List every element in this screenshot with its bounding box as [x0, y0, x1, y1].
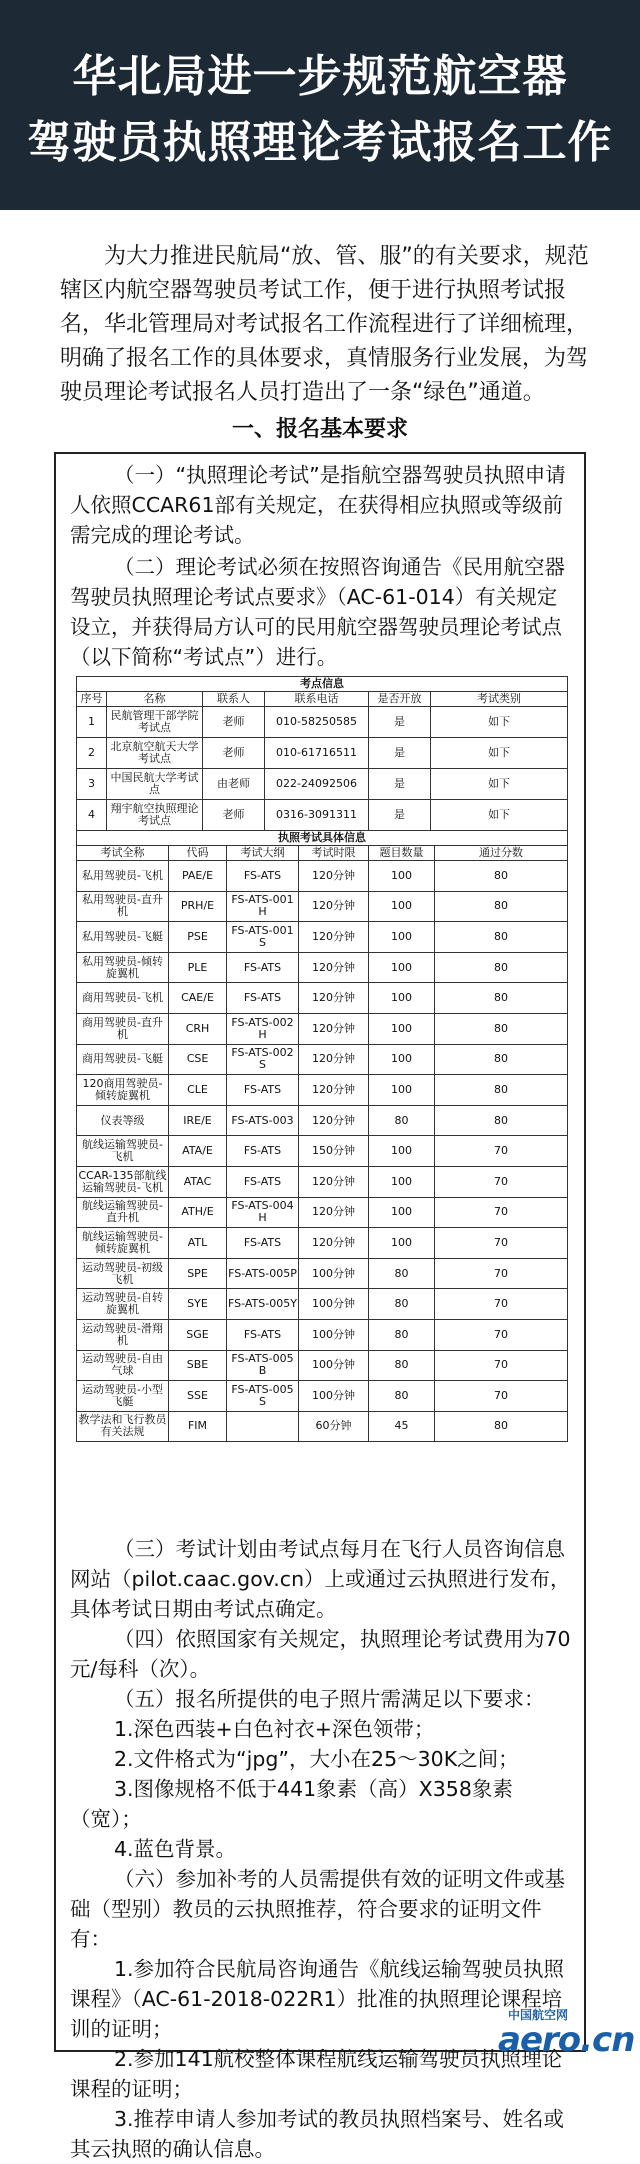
- sites-header-cell: 联系电话: [265, 692, 369, 707]
- sites-cell: 是: [369, 738, 431, 769]
- sites-caption: 考点信息: [77, 677, 568, 692]
- table-row: [77, 1013, 568, 1044]
- lower-text: [70, 1534, 576, 2164]
- exams-cell: FS-ATS: [227, 861, 299, 892]
- exams-cell: 私用驾驶员-直升机: [77, 891, 169, 922]
- exams-cell: 120分钟: [299, 1197, 369, 1228]
- exams-cell: 80: [435, 1411, 568, 1442]
- exams-cell: 120分钟: [299, 1044, 369, 1075]
- sites-cell: 老师: [203, 738, 265, 769]
- exams-cell: 120分钟: [299, 922, 369, 953]
- exams-cell: 80: [435, 1013, 568, 1044]
- exams-cell: CRH: [169, 1013, 227, 1044]
- list-item: 2.参加141航校整体课程航线运输驾驶员执照理论课程的证明；: [70, 2047, 563, 2101]
- exams-cell: FS-ATS: [227, 952, 299, 983]
- table-row: [77, 983, 568, 1014]
- exams-cell: 运动驾驶员-自转旋翼机: [77, 1289, 169, 1320]
- sites-cell: 如下: [431, 707, 568, 738]
- exams-cell: 100: [369, 1166, 435, 1197]
- exams-header-cell: 通过分数: [435, 846, 568, 861]
- paragraph-5: （五）报名所提供的电子照片需满足以下要求：: [114, 1687, 545, 1711]
- exams-cell: FS-ATS-005P: [227, 1258, 299, 1289]
- exams-cell: 商用驾驶员-直升机: [77, 1013, 169, 1044]
- sites-cell: 1: [77, 707, 107, 738]
- table-row: [77, 1197, 568, 1228]
- photo-requirements-list: [70, 1714, 576, 1864]
- exams-cell: 商用驾驶员-飞艇: [77, 1044, 169, 1075]
- paragraph-2: （二）理论考试必须在按照咨询通告《民用航空器驾驶员执照理论考试点要求》（AC-61-014）有关规定设立，并获得局方认可的民用航空器驾驶员理论考试点（以下简称“考试点”）进行。: [70, 555, 565, 669]
- exams-cell: FS-ATS-001H: [227, 891, 299, 922]
- exams-cell: FS-ATS: [227, 1228, 299, 1259]
- exams-cell: 70: [435, 1319, 568, 1350]
- exams-cell: 100: [369, 922, 435, 953]
- table-row: [77, 1075, 568, 1106]
- table-row: [77, 952, 568, 983]
- exams-header-cell: 考试全称: [77, 846, 169, 861]
- sites-cell: 是: [369, 800, 431, 831]
- sites-cell: 4: [77, 800, 107, 831]
- exams-cell: 70: [435, 1136, 568, 1167]
- sites-header-cell: 考试类别: [431, 692, 568, 707]
- exams-cell: 100: [369, 1197, 435, 1228]
- exams-cell: 教学法和飞行教员有关法规: [77, 1411, 169, 1442]
- exams-cell: SBE: [169, 1350, 227, 1381]
- exams-cell: 120分钟: [299, 1013, 369, 1044]
- table-row: [77, 1319, 568, 1350]
- exams-cell: SYE: [169, 1289, 227, 1320]
- exams-cell: SSE: [169, 1381, 227, 1412]
- exams-cell: 80: [435, 861, 568, 892]
- exams-cell: FS-ATS-005B: [227, 1350, 299, 1381]
- exams-cell: FS-ATS-002H: [227, 1013, 299, 1044]
- exams-cell: FIM: [169, 1411, 227, 1442]
- exams-cell: 80: [369, 1105, 435, 1136]
- table-row: [77, 1258, 568, 1289]
- exams-cell: FS-ATS: [227, 1319, 299, 1350]
- exams-caption: 执照考试具体信息: [77, 831, 568, 846]
- exams-cell: 120分钟: [299, 983, 369, 1014]
- exams-cell: 150分钟: [299, 1136, 369, 1167]
- sites-cell: 022-24092506: [265, 769, 369, 800]
- exams-cell: 仪表等级: [77, 1105, 169, 1136]
- exams-cell: 100分钟: [299, 1381, 369, 1412]
- sites-cell: 由老师: [203, 769, 265, 800]
- section-heading: 一、报名基本要求: [231, 417, 408, 442]
- exams-cell: 100: [369, 983, 435, 1014]
- exams-cell: 航线运输驾驶员-倾转旋翼机: [77, 1228, 169, 1259]
- sites-cell: 翔宇航空执照理论考试点: [107, 800, 203, 831]
- exams-cell: 60分钟: [299, 1411, 369, 1442]
- exams-cell: 80: [369, 1319, 435, 1350]
- exams-cell: 80: [369, 1289, 435, 1320]
- exams-cell: 航线运输驾驶员-直升机: [77, 1197, 169, 1228]
- sites-header-cell: 是否开放: [369, 692, 431, 707]
- sites-cell: 是: [369, 769, 431, 800]
- paragraph-4: （四）依照国家有关规定，执照理论考试费用为70元/每科（次）。: [70, 1627, 571, 1681]
- exams-cell: PSE: [169, 922, 227, 953]
- sites-cell: 010-58250585: [265, 707, 369, 738]
- table-row: [77, 1044, 568, 1075]
- exams-cell: 120分钟: [299, 1228, 369, 1259]
- sites-cell: 0316-3091311: [265, 800, 369, 831]
- exams-header-cell: 题目数量: [369, 846, 435, 861]
- exams-cell: 80: [435, 983, 568, 1014]
- table-row: [77, 707, 568, 738]
- exams-cell: 80: [435, 1075, 568, 1106]
- paragraph-6: （六）参加补考的人员需提供有效的证明文件或基础（型别）教员的云执照推荐，符合要求的证明文件有：: [70, 1867, 565, 1951]
- table-row: [77, 861, 568, 892]
- exams-cell: 100: [369, 891, 435, 922]
- sites-cell: 老师: [203, 707, 265, 738]
- exams-cell: 100分钟: [299, 1350, 369, 1381]
- exams-cell: FS-ATS-004H: [227, 1197, 299, 1228]
- intro-paragraph: 为大力推进民航局“放、管、服”的有关要求，规范辖区内航空器驾驶员考试工作，便于进行执照考试报名，华北管理局对考试报名工作流程进行了详细梳理，明确了报名工作的具体要求，真情服务行业发展，为驾驶员理论考试报名人员打造出了一条“绿色”通道。: [60, 244, 589, 405]
- exams-cell: 100: [369, 1136, 435, 1167]
- page-title-line2: 驾驶员执照理论考试报名工作: [27, 117, 613, 168]
- exams-cell: 70: [435, 1350, 568, 1381]
- tables-wrapper: [76, 676, 568, 1442]
- logo-caption: 中国航空网: [508, 2008, 569, 2022]
- table-row: [77, 1166, 568, 1197]
- exams-cell: PRH/E: [169, 891, 227, 922]
- exams-cell: 120分钟: [299, 1105, 369, 1136]
- exams-cell: 120分钟: [299, 891, 369, 922]
- list-item: 4.蓝色背景。: [114, 1837, 237, 1861]
- exams-cell: 80: [435, 891, 568, 922]
- table-row: [77, 1411, 568, 1442]
- exams-cell: 70: [435, 1258, 568, 1289]
- exams-cell: 100: [369, 952, 435, 983]
- exams-cell: SPE: [169, 1258, 227, 1289]
- table-row: [77, 769, 568, 800]
- exam-info-table: [76, 830, 568, 1442]
- exams-cell: CCAR-135部航线运输驾驶员-飞机: [77, 1166, 169, 1197]
- exams-cell: ATH/E: [169, 1197, 227, 1228]
- exams-cell: SGE: [169, 1319, 227, 1350]
- exams-cell: FS-ATS: [227, 1166, 299, 1197]
- exams-cell: 120分钟: [299, 1166, 369, 1197]
- exams-cell: PAE/E: [169, 861, 227, 892]
- exams-cell: 运动驾驶员-自由气球: [77, 1350, 169, 1381]
- exams-cell: CLE: [169, 1075, 227, 1106]
- list-item: 1.深色西装+白色衬衣+深色领带；: [114, 1717, 435, 1741]
- exams-cell: FS-ATS: [227, 1136, 299, 1167]
- table-row: [77, 1381, 568, 1412]
- table-row: [77, 1136, 568, 1167]
- exams-cell: 100分钟: [299, 1289, 369, 1320]
- requirements-box: [54, 452, 586, 2161]
- sites-cell: 如下: [431, 769, 568, 800]
- exams-cell: CAE/E: [169, 983, 227, 1014]
- table-row: [77, 1289, 568, 1320]
- paragraph-3: （三）考试计划由考试点每月在飞行人员咨询信息网站（pilot.caac.gov.cn）上或通过云执照进行发布，具体考试日期由考试点确定。: [70, 1537, 571, 1621]
- exams-cell: 70: [435, 1166, 568, 1197]
- table-row: [77, 1105, 568, 1136]
- exams-cell: 私用驾驶员-飞艇: [77, 922, 169, 953]
- paragraph-1: （一）“执照理论考试”是指航空器驾驶员执照申请人依照CCAR61部有关规定，在获得相应执照或等级前需完成的理论考试。: [70, 463, 566, 547]
- exams-header-cell: 考试时限: [299, 846, 369, 861]
- exams-cell: ATL: [169, 1228, 227, 1259]
- exams-cell: ATAC: [169, 1166, 227, 1197]
- sites-cell: 3: [77, 769, 107, 800]
- exams-cell: 100: [369, 1044, 435, 1075]
- exams-cell: 80: [435, 1105, 568, 1136]
- exams-cell: 80: [435, 1044, 568, 1075]
- table-row: [77, 891, 568, 922]
- sites-cell: 如下: [431, 800, 568, 831]
- exams-cell: [227, 1411, 299, 1442]
- exams-header-cell: 考试大纲: [227, 846, 299, 861]
- exam-sites-table: [76, 676, 568, 831]
- aero-cn-logo: [498, 2006, 635, 2060]
- table-row: [77, 1228, 568, 1259]
- table-row: [77, 1350, 568, 1381]
- list-item: 1.参加符合民航局咨询通告《航线运输驾驶员执照课程》（AC-61-2018-022R1）批准的执照理论课程培训的证明；: [70, 1957, 565, 2041]
- sites-cell: 010-61716511: [265, 738, 369, 769]
- sites-cell: 如下: [431, 738, 568, 769]
- exams-cell: 80: [369, 1381, 435, 1412]
- exams-cell: 45: [369, 1411, 435, 1442]
- exams-cell: FS-ATS-005Y: [227, 1289, 299, 1320]
- sites-header-cell: 名称: [107, 692, 203, 707]
- exams-cell: 100: [369, 861, 435, 892]
- exams-cell: FS-ATS-003: [227, 1105, 299, 1136]
- exams-cell: 70: [435, 1381, 568, 1412]
- table-row: [77, 922, 568, 953]
- exams-cell: 70: [435, 1228, 568, 1259]
- sites-cell: 2: [77, 738, 107, 769]
- exams-cell: FS-ATS: [227, 983, 299, 1014]
- exams-cell: 120商用驾驶员-倾转旋翼机: [77, 1075, 169, 1106]
- exams-cell: 120分钟: [299, 952, 369, 983]
- exams-cell: 私用驾驶员-飞机: [77, 861, 169, 892]
- exams-cell: 航线运输驾驶员-飞机: [77, 1136, 169, 1167]
- exams-cell: 120分钟: [299, 861, 369, 892]
- list-item: 3.推荐申请人参加考试的教员执照档案号、姓名或其云执照的确认信息。: [70, 2107, 565, 2161]
- exams-cell: FS-ATS: [227, 1075, 299, 1106]
- list-item: 3.图像规格不低于441象素（高）X358象素（宽）；: [70, 1777, 513, 1831]
- table-row: [77, 800, 568, 831]
- exams-cell: FS-ATS-001S: [227, 922, 299, 953]
- page-title-line1: 华北局进一步规范航空器: [72, 51, 568, 102]
- exams-cell: 80: [369, 1350, 435, 1381]
- sites-cell: 老师: [203, 800, 265, 831]
- exams-cell: 120分钟: [299, 1075, 369, 1106]
- sites-cell: 民航管理干部学院考试点: [107, 707, 203, 738]
- exams-header-cell: 代码: [169, 846, 227, 861]
- exams-cell: 70: [435, 1197, 568, 1228]
- exams-cell: 80: [435, 952, 568, 983]
- sites-header-cell: 序号: [77, 692, 107, 707]
- exams-cell: PLE: [169, 952, 227, 983]
- exams-cell: 私用驾驶员-倾转旋翼机: [77, 952, 169, 983]
- exams-cell: FS-ATS-005S: [227, 1381, 299, 1412]
- sites-cell: 北京航空航天大学考试点: [107, 738, 203, 769]
- exams-cell: ATA/E: [169, 1136, 227, 1167]
- exams-cell: 运动驾驶员-小型飞艇: [77, 1381, 169, 1412]
- exams-cell: CSE: [169, 1044, 227, 1075]
- exams-cell: 运动驾驶员-滑翔机: [77, 1319, 169, 1350]
- exams-cell: IRE/E: [169, 1105, 227, 1136]
- exams-cell: 80: [435, 922, 568, 953]
- table-row: [77, 738, 568, 769]
- exams-cell: 商用驾驶员-飞机: [77, 983, 169, 1014]
- sites-header-cell: 联系人: [203, 692, 265, 707]
- exams-cell: 100: [369, 1075, 435, 1106]
- logo-wordmark: aero.cn: [498, 2020, 635, 2060]
- exams-cell: FS-ATS-002S: [227, 1044, 299, 1075]
- exams-cell: 100分钟: [299, 1258, 369, 1289]
- sites-cell: 是: [369, 707, 431, 738]
- exams-cell: 70: [435, 1289, 568, 1320]
- exams-cell: 运动驾驶员-初级飞机: [77, 1258, 169, 1289]
- list-item: 2.文件格式为“jpg”，大小在25～30K之间；: [114, 1747, 519, 1771]
- exams-cell: 100: [369, 1228, 435, 1259]
- exams-cell: 100分钟: [299, 1319, 369, 1350]
- sites-cell: 中国民航大学考试点: [107, 769, 203, 800]
- exams-cell: 100: [369, 1013, 435, 1044]
- title-banner: [0, 0, 640, 210]
- exams-cell: 80: [369, 1258, 435, 1289]
